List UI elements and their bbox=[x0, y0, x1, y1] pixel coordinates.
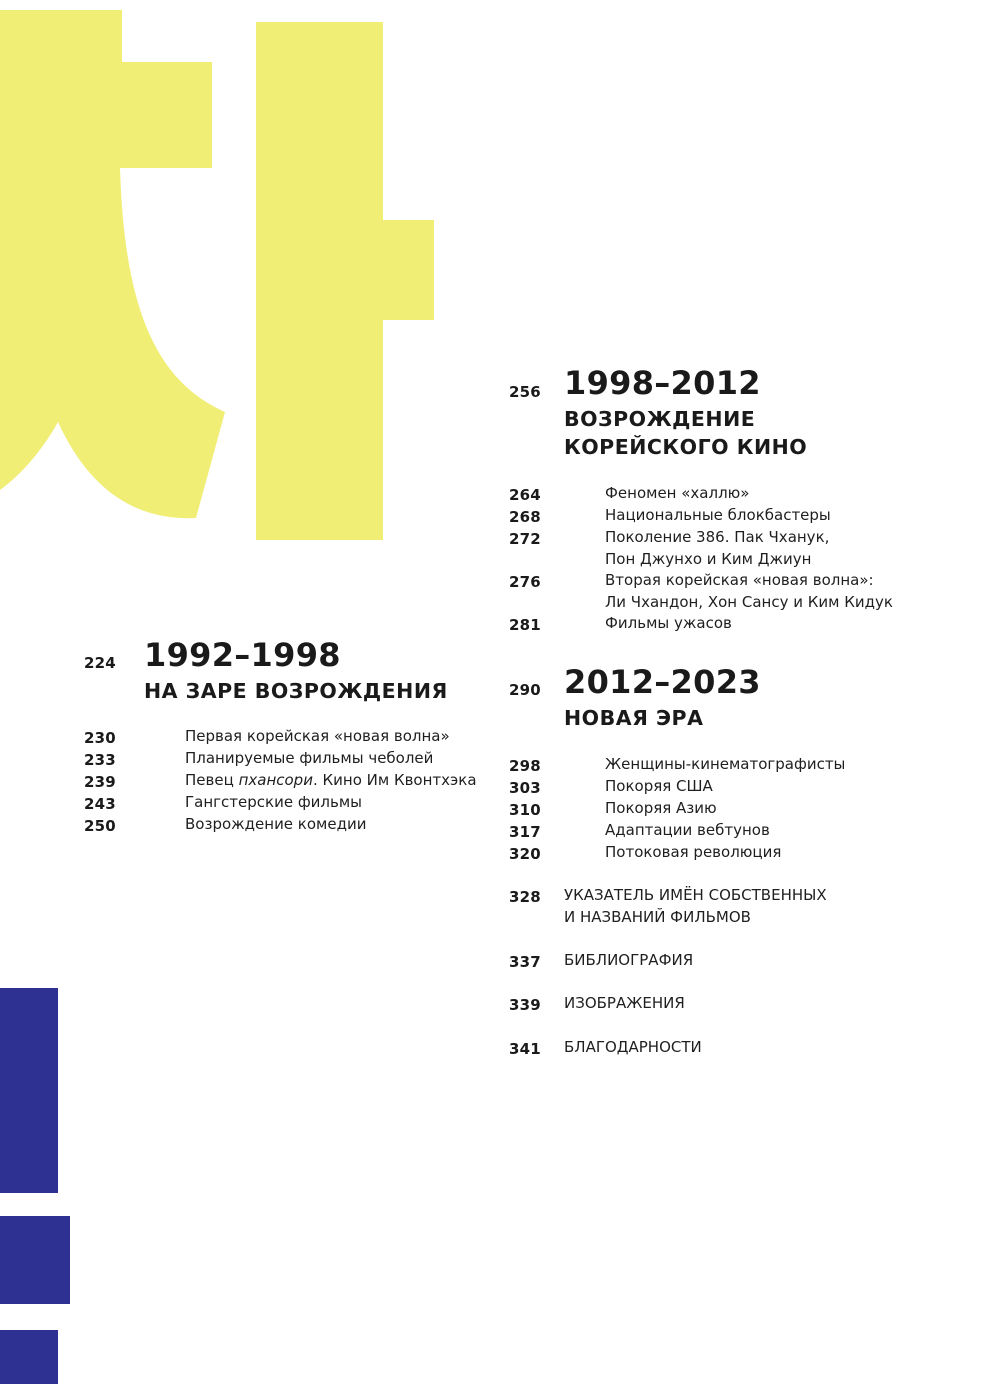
entry-page-number: 250 bbox=[84, 817, 116, 835]
section-title-line: ВОЗРОЖДЕНИЕ bbox=[564, 407, 756, 431]
entry-page-number: 264 bbox=[509, 486, 541, 504]
section-page-number: 256 bbox=[509, 383, 541, 401]
entry-page-number: 268 bbox=[509, 508, 541, 526]
section-years: 2012–2023 bbox=[564, 663, 761, 701]
entry-page-number: 310 bbox=[509, 801, 541, 819]
entry-title: Покоряя США bbox=[605, 777, 713, 795]
entry-title-line: И НАЗВАНИЙ ФИЛЬМОВ bbox=[564, 908, 751, 926]
entry-title: Феномен «халлю» bbox=[605, 484, 750, 502]
entry-title-line: Ли Чхандон, Хон Сансу и Ким Кидук bbox=[605, 593, 893, 611]
section-page-number: 224 bbox=[84, 654, 116, 672]
entry-page-number: 337 bbox=[509, 953, 541, 971]
section-years: 1998–2012 bbox=[564, 364, 761, 402]
entry-title: Адаптации вебтунов bbox=[605, 821, 770, 839]
entry-page-number: 298 bbox=[509, 757, 541, 775]
entry-page-number: 320 bbox=[509, 845, 541, 863]
entry-page-number: 233 bbox=[84, 751, 116, 769]
blue-bars-decoration bbox=[0, 988, 70, 1384]
entry-title: БИБЛИОГРАФИЯ bbox=[564, 951, 694, 969]
entry-title: Планируемые фильмы чеболей bbox=[185, 749, 434, 767]
section-title: НА ЗАРЕ ВОЗРОЖДЕНИЯ bbox=[144, 679, 448, 703]
entry-page-number: 317 bbox=[509, 823, 541, 841]
entry-title: БЛАГОДАРНОСТИ bbox=[564, 1038, 702, 1056]
glyph-stroke-left bbox=[0, 10, 225, 518]
entry-title: Женщины-кинематографисты bbox=[605, 755, 846, 773]
blue-bar-1 bbox=[0, 988, 58, 1193]
section-years: 1992–1998 bbox=[144, 636, 341, 674]
entry-page-number: 303 bbox=[509, 779, 541, 797]
entry-title-line: Поколение 386. Пак Чханук, bbox=[605, 528, 830, 546]
section-title: НОВАЯ ЭРА bbox=[564, 706, 704, 730]
entry-page-number: 239 bbox=[84, 773, 116, 791]
entry-page-number: 272 bbox=[509, 530, 541, 548]
section-page-number: 290 bbox=[509, 681, 541, 699]
entry-title: ИЗОБРАЖЕНИЯ bbox=[564, 994, 685, 1012]
entry-title-emphasis: пхансори bbox=[238, 771, 313, 789]
entry-title-part: . Кино Им Квонтхэка bbox=[312, 771, 477, 789]
entry-page-number: 276 bbox=[509, 573, 541, 591]
entry-title: Фильмы ужасов bbox=[605, 614, 732, 632]
entry-title-line: Вторая корейская «новая волна»: bbox=[605, 571, 874, 589]
section-title-line: КОРЕЙСКОГО КИНО bbox=[564, 435, 808, 459]
entry-page-number: 230 bbox=[84, 729, 116, 747]
entry-title: Национальные блокбастеры bbox=[605, 506, 831, 524]
entry-page-number: 339 bbox=[509, 996, 541, 1014]
entry-title: Возрождение комедии bbox=[185, 815, 367, 833]
entry-title: Гангстерские фильмы bbox=[185, 793, 362, 811]
entry-page-number: 281 bbox=[509, 616, 541, 634]
entry-title: Покоряя Азию bbox=[605, 799, 717, 817]
entry-page-number: 243 bbox=[84, 795, 116, 813]
yellow-glyph-decoration bbox=[0, 10, 434, 540]
entry-title bbox=[185, 770, 477, 792]
entry-title-part: Певец bbox=[185, 771, 239, 789]
entry-title: Потоковая революция bbox=[605, 843, 782, 861]
entry-page-number: 341 bbox=[509, 1040, 541, 1058]
blue-bar-2 bbox=[0, 1216, 70, 1304]
entry-title-line: УКАЗАТЕЛЬ ИМЁН СОБСТВЕННЫХ bbox=[564, 886, 827, 904]
glyph-stroke-right bbox=[256, 22, 434, 540]
entry-page-number: 328 bbox=[509, 888, 541, 906]
entry-title-line: Пон Джунхо и Ким Джиун bbox=[605, 550, 812, 568]
entry-title: Первая корейская «новая волна» bbox=[185, 727, 450, 745]
blue-bar-3 bbox=[0, 1330, 58, 1384]
